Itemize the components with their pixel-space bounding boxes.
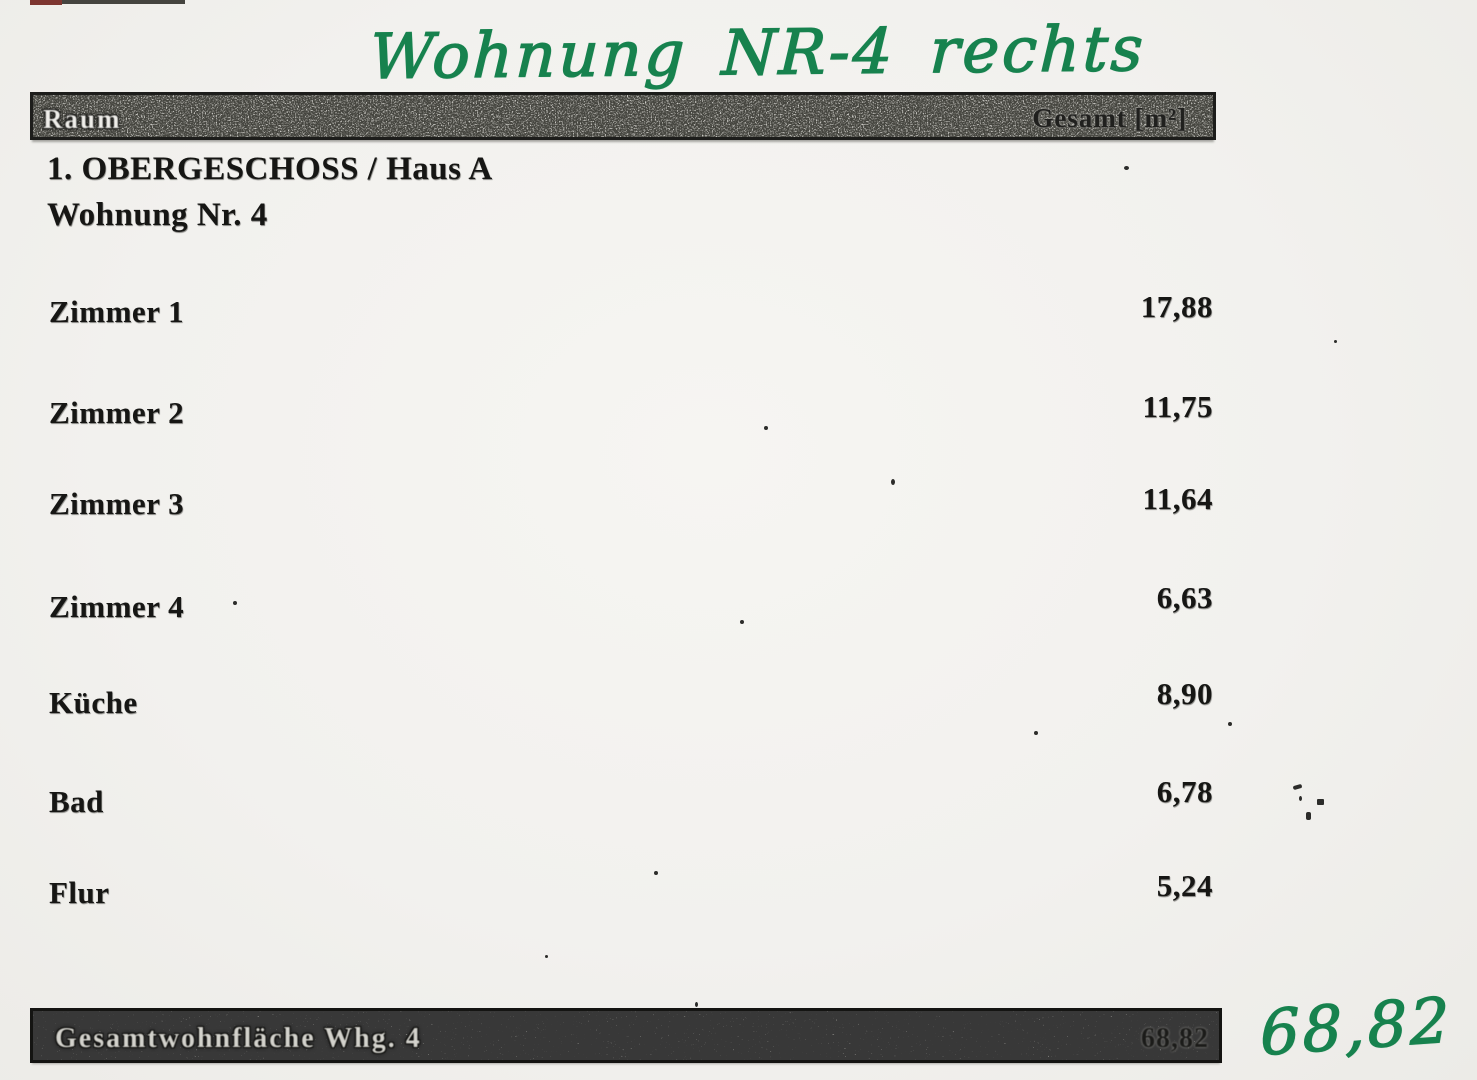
scan-edge-mark-dark [62, 0, 185, 4]
ink-speckle [740, 620, 744, 624]
column-header-raum: Raum [43, 104, 122, 134]
scan-edge-mark-red [30, 0, 62, 5]
total-row-label: Gesamtwohnfläche Whg. 4 [55, 1023, 422, 1054]
room-area-value: 17,88 [1140, 289, 1213, 324]
room-label: Zimmer 3 [49, 486, 185, 521]
room-area-value: 11,75 [1142, 389, 1213, 424]
ink-speckle [764, 426, 768, 430]
handwritten-total: 68,82 [1259, 983, 1453, 1070]
ink-speckle [1334, 340, 1337, 343]
ink-speckle [1317, 799, 1324, 805]
handwritten-title: Wohnung NR-4 rechts [368, 11, 1148, 94]
room-label: Flur [49, 875, 110, 910]
column-header-gesamt: Gesamt [m²] [1032, 103, 1187, 133]
table-footer-bar [30, 1008, 1222, 1063]
ink-speckle [233, 601, 237, 605]
ink-speckle [654, 871, 658, 875]
ink-speckle [1124, 166, 1129, 170]
room-label: Bad [49, 784, 104, 819]
ink-speckle [695, 1002, 698, 1007]
room-label: Küche [49, 685, 138, 720]
room-label: Zimmer 4 [49, 589, 185, 624]
subsection-heading: Wohnung Nr. 4 [47, 197, 268, 233]
section-heading: 1. OBERGESCHOSS / Haus A [47, 151, 493, 187]
total-row-value: 68,82 [1141, 1023, 1209, 1054]
room-area-value: 8,90 [1156, 676, 1213, 711]
room-label: Zimmer 1 [49, 294, 185, 329]
ink-speckle [891, 479, 895, 485]
room-area-value: 6,63 [1156, 580, 1213, 615]
room-area-value: 6,78 [1156, 774, 1213, 809]
ink-speckle [1306, 812, 1311, 820]
ink-speckle [1299, 796, 1302, 801]
room-area-value: 11,64 [1142, 481, 1213, 516]
room-label: Zimmer 2 [49, 395, 185, 430]
table-header-bar [30, 92, 1216, 140]
ink-speckle [1228, 722, 1232, 726]
ink-speckle [1293, 784, 1303, 790]
room-area-value: 5,24 [1156, 868, 1213, 903]
ink-speckle [1034, 731, 1038, 735]
ink-speckle [545, 955, 548, 958]
